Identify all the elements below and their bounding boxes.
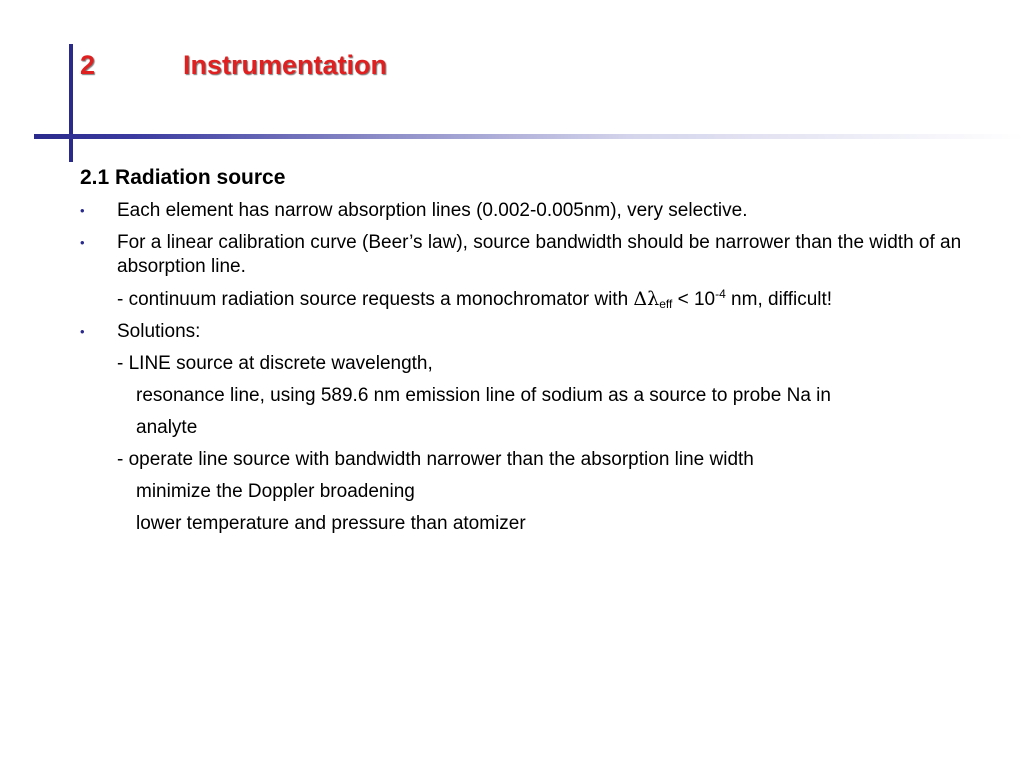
bullet-item <box>80 231 1000 279</box>
sub-line-post: nm, difficult! <box>725 289 833 310</box>
bullet-icon: • <box>80 324 85 339</box>
bullet-item <box>80 320 1000 344</box>
sub-line-mid: < 10 <box>672 289 716 310</box>
bullet-item <box>80 199 1000 223</box>
section-number: 2 <box>80 50 96 80</box>
subsection-heading: 2.1 Radiation source <box>80 166 286 189</box>
bullet-text: Each element has narrow absorption lines (0.002-0.005nm), very selective. <box>117 200 748 221</box>
solution-line: - operate line source with bandwidth narrower than the absorption line width <box>117 449 754 470</box>
bullet-text: For a linear calibration curve (Beer’s law), source bandwidth should be narrower than the width of an absorption line. <box>117 232 962 277</box>
vertical-accent-line <box>69 44 73 162</box>
bullet-text: Solutions: <box>117 321 201 342</box>
solution-detail: resonance line, using 589.6 nm emission line of sodium as a source to probe Na in <box>136 385 831 406</box>
horizontal-accent-line <box>34 134 1024 139</box>
solution-line: - LINE source at discrete wavelength, <box>117 353 433 374</box>
bullet-icon: • <box>80 203 85 218</box>
delta-lambda-symbol: Δλ <box>633 288 660 310</box>
bullet-icon: • <box>80 235 85 250</box>
exponent: -4 <box>715 287 726 301</box>
solution-detail: minimize the Doppler broadening <box>136 481 415 502</box>
solution-detail: analyte <box>136 417 198 438</box>
section-title: Instrumentation <box>183 50 388 80</box>
solution-detail: lower temperature and pressure than atomizer <box>136 513 526 534</box>
slide-content <box>80 166 1000 544</box>
eff-subscript: eff <box>659 297 673 311</box>
sub-line-pre: - continuum radiation source requests a monochromator with <box>117 289 634 310</box>
sub-line-continuum <box>80 287 1000 312</box>
